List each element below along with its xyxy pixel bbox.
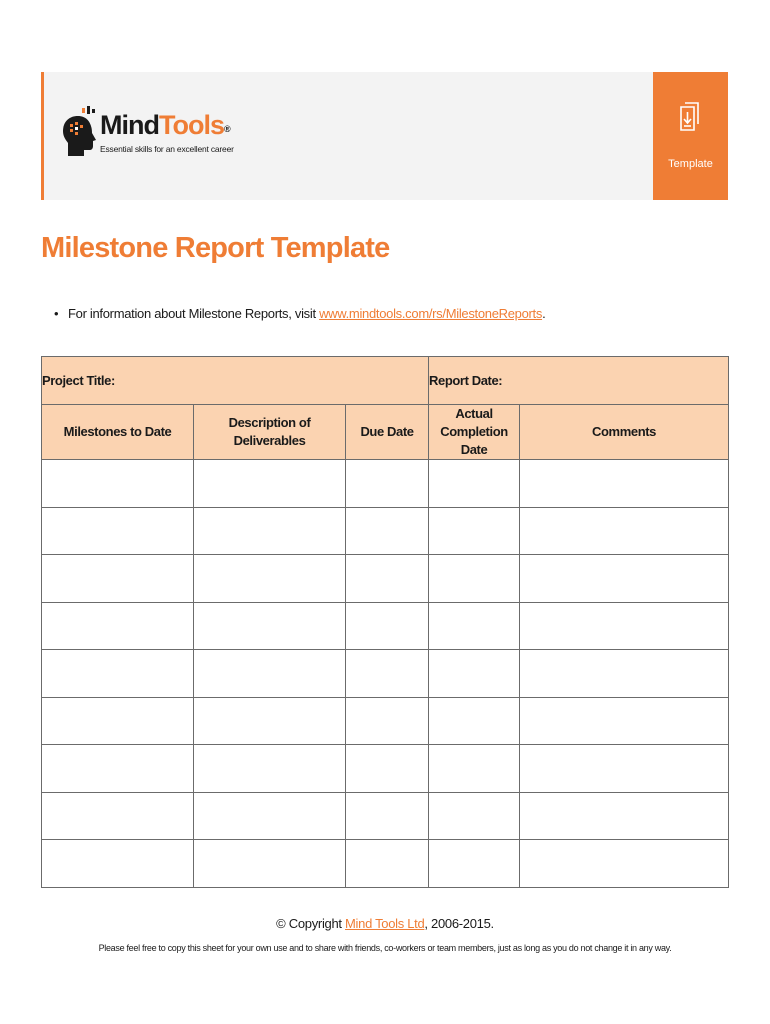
table-cell[interactable] [520, 507, 729, 555]
col-due-date: Due Date [346, 405, 429, 460]
table-cell[interactable] [520, 602, 729, 650]
table-cell[interactable] [346, 697, 429, 745]
table-row [42, 745, 729, 793]
table-row [42, 460, 729, 508]
table-row [42, 697, 729, 745]
table-cell[interactable] [42, 602, 194, 650]
table-title-row [42, 357, 729, 405]
table-cell[interactable] [194, 602, 346, 650]
table-header-row [42, 405, 729, 460]
table-row [42, 602, 729, 650]
table-cell[interactable] [520, 840, 729, 888]
table-row [42, 650, 729, 698]
info-suffix: . [542, 306, 546, 321]
col-comments: Comments [520, 405, 729, 460]
table-cell[interactable] [429, 697, 520, 745]
table-cell[interactable] [346, 555, 429, 603]
table-cell[interactable] [520, 745, 729, 793]
mindtools-ltd-link[interactable]: Mind Tools Ltd [345, 916, 425, 931]
mindtools-logo[interactable] [62, 100, 232, 168]
table-cell[interactable] [429, 745, 520, 793]
milestone-reports-link[interactable]: www.mindtools.com/rs/MilestoneReports [319, 306, 543, 321]
table-cell[interactable] [429, 602, 520, 650]
table-cell[interactable] [194, 745, 346, 793]
table-cell[interactable] [42, 840, 194, 888]
info-text: For information about Milestone Reports, visit [68, 306, 320, 321]
table-body [42, 460, 729, 888]
table-cell[interactable] [520, 650, 729, 698]
table-cell[interactable] [42, 555, 194, 603]
table-cell[interactable] [429, 840, 520, 888]
table-cell[interactable] [346, 602, 429, 650]
report-date-label: Report Date: [429, 373, 503, 388]
bullet: • [54, 306, 59, 321]
copyright-suffix: , 2006-2015. [424, 916, 494, 931]
table-cell[interactable] [194, 650, 346, 698]
report-date-cell[interactable] [429, 357, 729, 405]
table-cell[interactable] [42, 745, 194, 793]
copyright [0, 916, 770, 931]
table-cell[interactable] [520, 460, 729, 508]
col-deliverables: Description of Deliverables [194, 405, 346, 460]
table-row [42, 840, 729, 888]
usage-note: Please feel free to copy this sheet for your own use and to share with friends, co-workers or team members, just as long as you do not change it in any way. [98, 943, 672, 953]
table-cell[interactable] [194, 507, 346, 555]
table-cell[interactable] [429, 507, 520, 555]
col-actual-completion [429, 405, 520, 460]
table-cell[interactable] [520, 792, 729, 840]
table-row [42, 792, 729, 840]
table-cell[interactable] [346, 792, 429, 840]
logo-tagline: Essential skills for an excellent career [100, 144, 234, 154]
info-line [54, 306, 545, 321]
table-row [42, 555, 729, 603]
col-actual-line1: Actual [455, 406, 493, 421]
table-cell[interactable] [346, 650, 429, 698]
table-row [42, 507, 729, 555]
template-label: Template [668, 158, 713, 170]
table-cell[interactable] [194, 792, 346, 840]
table-cell[interactable] [42, 697, 194, 745]
table-cell[interactable] [520, 697, 729, 745]
col-actual-line2: Completion Date [440, 424, 508, 457]
table-cell[interactable] [194, 697, 346, 745]
head-silhouette-icon [62, 106, 98, 158]
table-cell[interactable] [429, 460, 520, 508]
table-cell[interactable] [346, 840, 429, 888]
table-cell[interactable] [346, 745, 429, 793]
header-banner [41, 72, 728, 200]
table-cell[interactable] [42, 507, 194, 555]
table-cell[interactable] [429, 555, 520, 603]
table-cell[interactable] [429, 792, 520, 840]
table-cell[interactable] [42, 792, 194, 840]
table-cell[interactable] [429, 650, 520, 698]
project-title-cell[interactable] [42, 357, 429, 405]
logo-wordmark: MindTools® [100, 110, 230, 140]
col-milestones: Milestones to Date [42, 405, 194, 460]
table-cell[interactable] [194, 840, 346, 888]
table-cell[interactable] [194, 460, 346, 508]
table-cell[interactable] [520, 555, 729, 603]
milestone-report-table [41, 356, 729, 888]
table-cell[interactable] [346, 507, 429, 555]
table-cell[interactable] [194, 555, 346, 603]
table-cell[interactable] [42, 650, 194, 698]
copyright-prefix: © Copyright [276, 916, 346, 931]
document-download-icon [678, 102, 702, 132]
table-cell[interactable] [42, 460, 194, 508]
table-cell[interactable] [346, 460, 429, 508]
project-title-label: Project Title: [42, 373, 115, 388]
page-title: Milestone Report Template [41, 232, 390, 264]
template-badge[interactable] [653, 72, 728, 200]
